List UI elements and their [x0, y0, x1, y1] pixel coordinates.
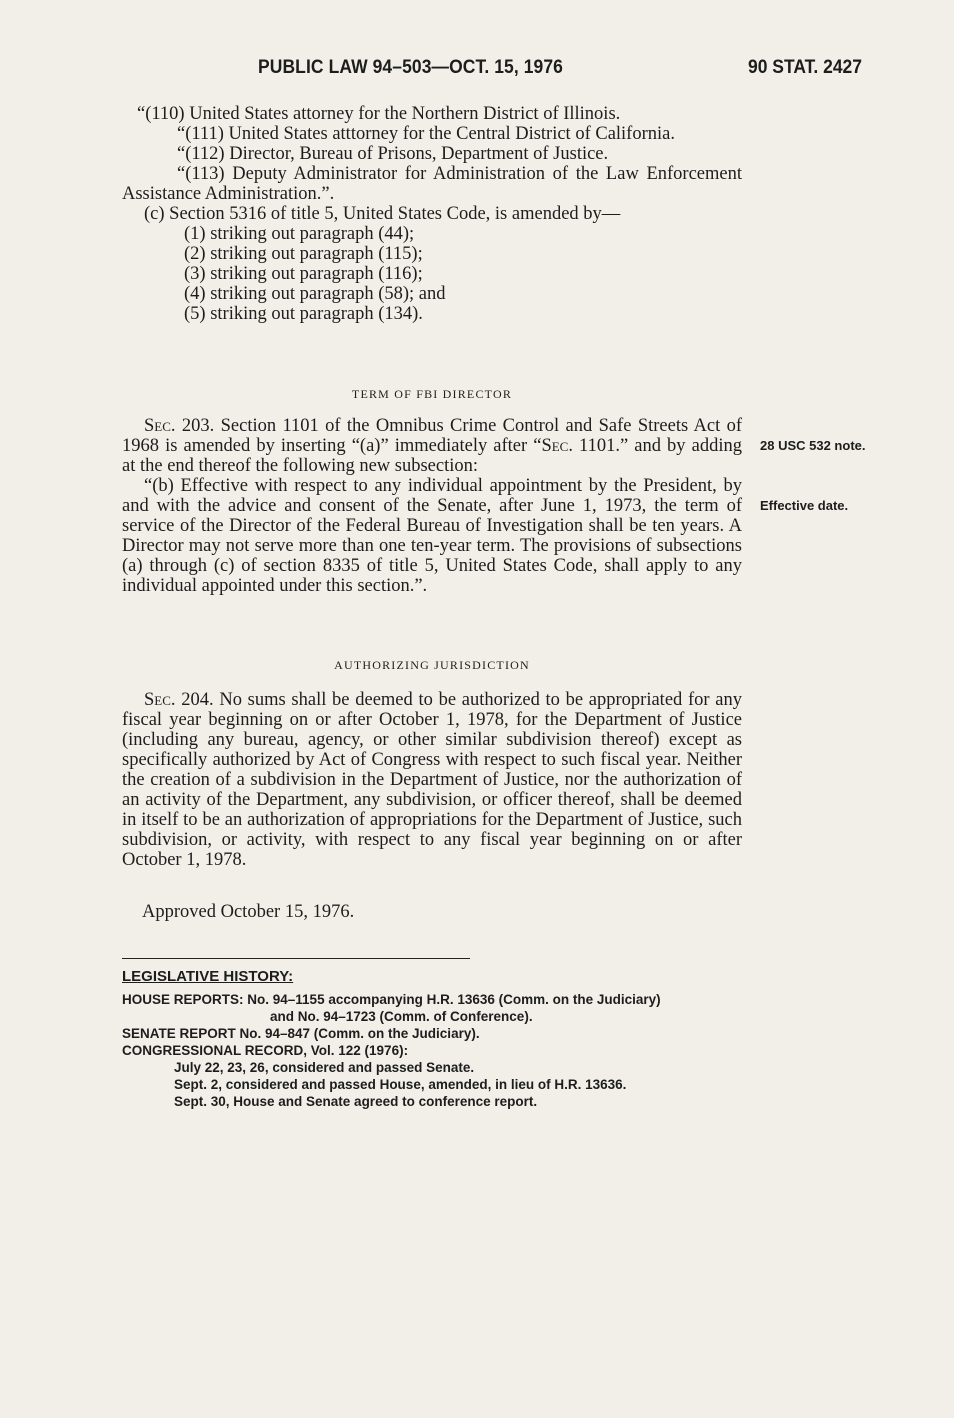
section-label: Sec. — [144, 416, 176, 436]
paragraph-111: “(111) United States atttorney for the Central District of California. — [177, 124, 675, 144]
section-label: Sec. — [144, 690, 176, 710]
section-203-text-b: 1101.” and by adding at the end thereof the following new subsection: — [122, 436, 742, 476]
list-item: (1) striking out paragraph (44); — [184, 224, 415, 244]
header-stat-page: 90 STAT. 2427 — [748, 57, 863, 78]
section-204-text — [122, 690, 742, 870]
list-item: (5) striking out paragraph (134). — [184, 304, 423, 324]
section-heading-authorizing-jurisdiction: AUTHORIZING JURISDICTION — [334, 658, 530, 672]
section-203-text — [122, 416, 742, 476]
list-item: (4) striking out paragraph (58); and — [184, 284, 446, 304]
subsection-c: (c) Section 5316 of title 5, United States Code, is amended by— — [144, 204, 621, 224]
header-title: PUBLIC LAW 94–503—OCT. 15, 1976 — [258, 57, 563, 78]
senate-report: SENATE REPORT No. 94–847 (Comm. on the Judiciary). — [122, 1026, 480, 1041]
page-header — [0, 57, 954, 81]
section-label: Sec. — [541, 436, 573, 456]
section-203-block — [122, 416, 742, 596]
list-item: Sept. 30, House and Senate agreed to conference report. — [174, 1094, 538, 1109]
paragraph-112: “(112) Director, Bureau of Prisons, Department of Justice. — [177, 144, 609, 164]
margin-note-effective-date: Effective date. — [760, 498, 849, 513]
legislative-history — [122, 968, 762, 1110]
house-reports: HOUSE REPORTS: No. 94–1155 accompanying H.R. 13636 (Comm. on the Judiciary) — [122, 992, 661, 1007]
paragraph-113: “(113) Deputy Administrator for Administration of the Law Enforcement Assistance Administration.”. — [122, 164, 742, 204]
divider — [122, 958, 470, 959]
section-203-text-a: 203. Section 1101 of the Omnibus Crime Control and Safe Streets Act of 1968 is amended by inserting “(a)” immediately after “ — [122, 416, 742, 456]
list-item: (3) striking out paragraph (116); — [184, 264, 423, 284]
list-item: July 22, 23, 26, considered and passed Senate. — [174, 1060, 475, 1075]
list-item: Sept. 2, considered and passed House, amended, in lieu of H.R. 13636. — [174, 1077, 627, 1092]
subsection-b: “(b) Effective with respect to any individual appointment by the President, by and with the advice and consent of the Senate, after June 1, 1973, the term of service of the Director of the Federal Bureau of Investigation shall be ten years. A Director may not serve more than one ten-year term. The provisions of subsections (a) through (c) of section 8335 of title 5, United States Code, shall apply to any individual appointed under this section.”. — [122, 476, 742, 596]
section-204-block — [122, 690, 742, 870]
section-204-body: 204. No sums shall be deemed to be authorized to be appropriated for any fiscal year beginning on or after October 1, 1978, for the Department of Justice (including any bureau, agency, or other similar subdivision thereof) except as specifically authorized by Act of Congress with respect to such fiscal year. Neither the creation of a subdivision in the Department of Justice, nor the authorization of an activity of the Department, any subdivision, or officer thereof, shall be deemed in itself to be an authorization of appropriations for the Department of Justice, such subdivision, or activity, with respect to any fiscal year beginning on or after October 1, 1978. — [122, 690, 742, 870]
approval-date: Approved October 15, 1976. — [142, 902, 355, 922]
house-reports-continued: and No. 94–1723 (Comm. of Conference). — [270, 1009, 533, 1024]
legislative-history-title: LEGISLATIVE HISTORY: — [122, 968, 294, 985]
paragraph-110: “(110) United States attorney for the Northern District of Illinois. — [137, 104, 621, 124]
list-item: (2) striking out paragraph (115); — [184, 244, 423, 264]
congressional-record: CONGRESSIONAL RECORD, Vol. 122 (1976): — [122, 1043, 409, 1058]
margin-note-usc: 28 USC 532 note. — [760, 438, 866, 453]
section-heading-fbi-director: TERM OF FBI DIRECTOR — [351, 387, 513, 401]
section-amendments-block — [122, 104, 742, 324]
